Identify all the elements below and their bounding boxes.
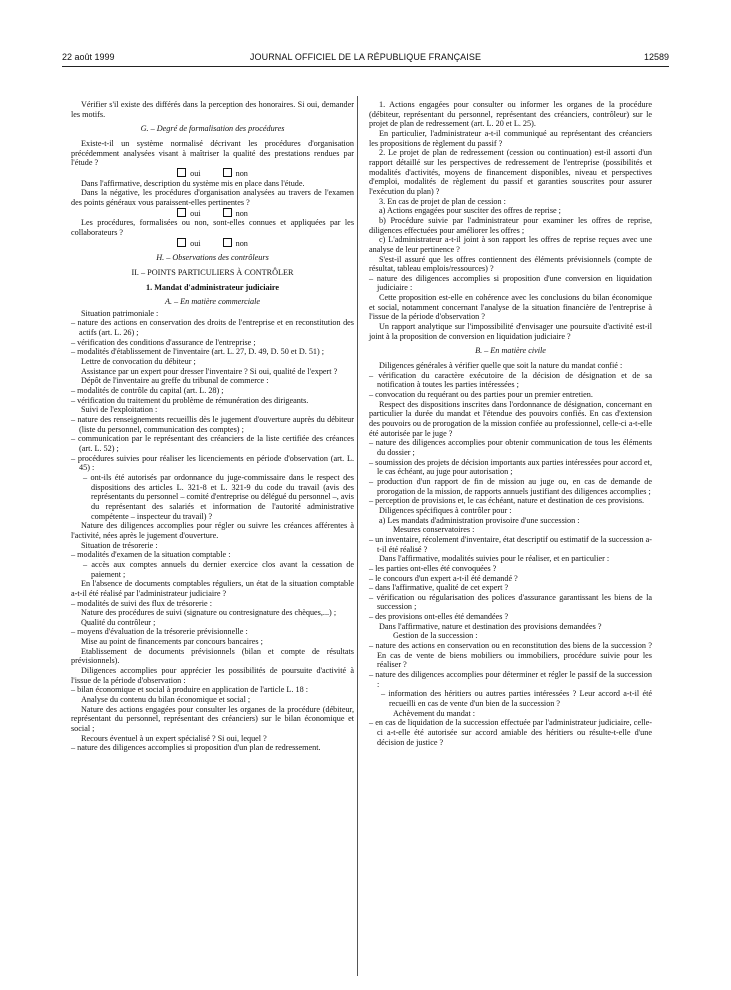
list-item: – information des héritiers ou autres parties intéressées ? Leur accord a-t-il été recueilli en cas de vente d'un bien de la succession ? <box>381 689 652 709</box>
paragraph: b) Procédure suivie par l'administrateur pour examiner les offres de reprise, diligences effectuées pour améliorer les offres ; <box>369 215 652 235</box>
paragraph: Recours éventuel à un expert spécialisé ? Si oui, lequel ? <box>81 733 267 743</box>
paragraph: Diligences générales à vérifier quelle que soit la nature du mandat confié : <box>379 361 623 371</box>
list-item: – nature des diligences accomplies pour obtenir communication de tous les éléments du dossier ; <box>369 438 652 457</box>
list-item: – communication par le représentant des créanciers de la liste certifiée des créances (art. L. 52) ; <box>71 434 354 453</box>
list-item: – nature des diligences accomplies si proposition d'une conversion en liquidation judiciaire : <box>369 273 652 293</box>
page-number: 12589 <box>643 52 669 62</box>
paragraph: a) Actions engagées pour susciter des offres de reprise ; <box>379 206 561 216</box>
paragraph: Situation de trésorerie : <box>81 540 158 550</box>
list-item: – production d'un rapport de fin de mission au juge ou, en cas de demande de prorogation de la mission, de rapports annuels justifiant des diligences accomplies ; <box>369 476 652 496</box>
checkbox-label: oui <box>190 238 201 248</box>
checkbox-label: oui <box>190 168 201 178</box>
list-item: – vérification ou régularisation des polices d'assurance garantissant les biens de la succession ; <box>369 592 652 612</box>
list-item: – nature des actions en conservation ou en reconstitution des biens de la succession ? En cas de vente de biens mobiliers ou immobiliers, procédure suivie pour les réaliser ? <box>369 641 652 670</box>
paragraph: Situation patrimoniale : <box>81 308 159 318</box>
paragraph: Dans l'affirmative, description du système mis en place dans l'étude. <box>81 178 305 188</box>
left-column <box>71 100 354 753</box>
paragraph: En particulier, l'administrateur a-t-il communiqué au représentant des créanciers les propositions de règlement du passif ? <box>369 128 652 148</box>
list-item: – convocation du requérant ou des parties pour un premier entretien. <box>369 390 593 400</box>
paragraph: Gestion de la succession : <box>393 631 478 641</box>
paragraph: Les procédures, formalisées ou non, sont-elles connues et appliquées par les collaborateurs ? <box>71 218 354 237</box>
section-ii-title: II. – POINTS PARTICULIERS À CONTRÔLER <box>131 267 294 277</box>
list-item: – dans l'affirmative, qualité de cet expert ? <box>369 583 509 593</box>
list-item: – moyens d'évaluation de la trésorerie prévisionnelle : <box>71 627 248 637</box>
checkbox-oui <box>177 208 186 217</box>
list-item: – modalités d'établissement de l'inventaire (art. L. 27, D. 49, D. 50 et D. 51) ; <box>71 347 325 357</box>
paragraph: Nature des actions engagées pour consulter les organes de la procédure (débiteur, représentant du personnel, représentant des créanciers) sur le bilan économique et social ; <box>71 704 354 734</box>
paragraph: Diligences accomplies pour apprécier les possibilités de poursuite d'activité à l'issue de la période d'observation : <box>71 666 354 685</box>
paragraph: Cette proposition est-elle en cohérence avec les conclusions du bilan économique et social, notamment concernant l'analyse de la situation financière de l'entreprise à l'issue de la période d'observation ? <box>369 293 652 322</box>
checkbox-label: non <box>235 168 248 178</box>
checkbox-non <box>223 238 232 247</box>
list-item: – bilan économique et social à produire en application de l'article L. 18 : <box>71 685 309 695</box>
paragraph: Dans la négative, les procédures d'organisation analysées au travers de l'examen des points généraux vous paraissent-elles pertinentes ? <box>71 188 354 207</box>
paragraph: c) L'administrateur a-t-il joint à son rapport les offres de reprise reçues avec une analyse de leur pertinence ? <box>369 235 652 254</box>
checkbox-label: oui <box>190 208 201 218</box>
list-item: – nature des diligences accomplies si proposition d'un plan de redressement. <box>71 743 321 753</box>
list-item: – le concours d'un expert a-t-il été demandé ? <box>369 573 518 583</box>
list-item: – accès aux comptes annuels du dernier exercice clos avant la cessation de paiement ; <box>83 559 354 579</box>
list-item: – modalités d'examen de la situation comptable : <box>71 550 231 560</box>
checkbox-row <box>71 238 354 249</box>
list-item: – en cas de liquidation de la succession effectuée par l'administrateur judiciaire, celle-ci a-t-elle été autorisée sur accord amiable des héritiers ou résulte-t-elle d'une décision de justice ? <box>369 718 652 747</box>
paragraph: Achèvement du mandat : <box>393 708 476 718</box>
list-item: – nature des diligences accomplies pour déterminer et régler le passif de la succession : <box>369 670 652 689</box>
subsection-a-title: A. – En matière commerciale <box>164 297 261 307</box>
list-item: – les parties ont-elles été convoquées ? <box>369 563 497 573</box>
list-item: – nature des actions en conservation des droits de l'entreprise et en reconstitution des actifs (art. L. 26) ; <box>71 318 354 338</box>
header-rule <box>62 66 669 67</box>
section-g-title: G. – Degré de formalisation des procédures <box>140 124 285 134</box>
paragraph: Mesures conservatoires : <box>393 525 475 535</box>
list-item: – vérification du traitement du problème de rémunération des dirigeants. <box>71 395 309 405</box>
mandat-title: 1. Mandat d'administrateur judiciaire <box>146 282 279 292</box>
paragraph: Vérifier s'il existe des différés dans la perception des honoraires. Si oui, demander les motifs. <box>71 100 354 119</box>
paragraph: a) Les mandats d'administration provisoire d'une succession : <box>379 515 580 525</box>
paragraph: Lettre de convocation du débiteur ; <box>81 357 196 367</box>
subsection-b-title: B. – En matière civile <box>475 346 546 356</box>
list-item: – des provisions ont-elles été demandées ? <box>369 612 509 622</box>
journal-title: JOURNAL OFFICIEL DE LA RÉPUBLIQUE FRANÇAISE <box>249 52 482 62</box>
paragraph: Nature des procédures de suivi (signature ou contresignature des chèques,...) ; <box>81 608 337 618</box>
column-divider <box>357 96 358 976</box>
list-item: – modalités de contrôle du capital (art. L. 28) ; <box>71 386 224 396</box>
paragraph: 2. Le projet de plan de redressement (cession ou continuation) est-il assorti d'un rapport détaillé sur les perspectives de redressement de l'entreprise (possibilités et modalités d'activités, moyens de financement disponibles, niveau et perspectives d'emploi, modalités de règlement du passif et garanties souscrites pour assurer l'exécution du plan) ? <box>369 148 652 196</box>
list-item: – soumission des projets de décision importants aux parties intéressées pour accord et, le cas échéant, au juge pour autorisation ; <box>369 457 652 477</box>
paragraph: Un rapport analytique sur l'impossibilité d'envisager une poursuite d'activité est-il joint à la proposition de conversion en liquidation judiciaire ? <box>369 322 652 341</box>
checkbox-oui <box>177 168 186 177</box>
paragraph: Dans l'affirmative, nature et destination des provisions demandées ? <box>379 621 602 631</box>
page-header <box>62 52 669 66</box>
checkbox-non <box>223 168 232 177</box>
issue-date: 22 août 1999 <box>62 52 115 62</box>
paragraph: Respect des dispositions inscrites dans l'ordonnance de désignation, concernant en particulier la durée du mandat et l'étendue des pouvoirs confiés. En cas d'extension des pouvoirs ou de prorogation de la mission confiée au professionnel, celle-ci a-t-elle été autorisée par le juge ? <box>369 399 652 438</box>
right-column <box>369 100 652 747</box>
list-item: – nature des renseignements recueillis dès le jugement d'ouverture auprès du débiteur (liste du personnel, communication des comptes) ; <box>71 415 354 434</box>
paragraph: 3. En cas de projet de plan de cession : <box>379 196 506 206</box>
section-h-title: H. – Observations des contrôleurs <box>156 253 269 263</box>
list-item: – vérification du caractère exécutoire de la décision de désignation et de sa notification à toutes les parties intéressées ; <box>369 370 652 390</box>
checkbox-oui <box>177 238 186 247</box>
checkbox-label: non <box>235 238 248 248</box>
paragraph: Existe-t-il un système normalisé décrivant les procédures d'organisation précédemment analysées visant à maîtriser la qualité des prestations rendues par l'étude ? <box>71 138 354 168</box>
checkbox-label: non <box>235 208 248 218</box>
paragraph: Diligences spécifiques à contrôler pour : <box>379 505 512 515</box>
paragraph: Etablissement de documents prévisionnels (bilan et compte de résultats prévisionnels). <box>71 646 354 666</box>
list-item: – vérification des conditions d'assurance de l'entreprise ; <box>71 337 256 347</box>
paragraph: Qualité du contrôleur ; <box>81 617 156 627</box>
list-item: – ont-ils été autorisés par ordonnance du juge-commissaire dans le respect des dispositions des articles L. 321-8 et L. 321-9 du code du travail (avis des représentants du personnel – comité d'entreprise ou délégué du personnel –, avis du représentant des salariés et information de l'autorité administrative compétente – inspecteur du travail) ? <box>83 472 354 521</box>
checkbox-row <box>71 208 354 219</box>
paragraph: Nature des diligences accomplies pour régler ou suivre les créances afférentes à l'activité, nées après le jugement d'ouverture. <box>71 521 354 540</box>
list-item: – procédures suivies pour réaliser les licenciements en période d'observation (art. L. 45) : <box>71 453 354 473</box>
paragraph: Suivi de l'exploitation : <box>81 405 158 415</box>
paragraph: En l'absence de documents comptables réguliers, un état de la situation comptable a-t-il été réalisé par l'administrateur judiciaire ? <box>71 579 354 598</box>
list-item: – modalités de suivi des flux de trésorerie : <box>71 598 212 608</box>
paragraph: Analyse du contenu du bilan économique et social ; <box>81 695 251 705</box>
paragraph: S'est-il assuré que les offres contiennent des éléments prévisionnels (compte de résultat, tableau emplois/ressources) ? <box>369 254 652 274</box>
list-item: – perception de provisions et, le cas échéant, nature et destination de ces provisions. <box>369 496 645 506</box>
paragraph: Dépôt de l'inventaire au greffe du tribunal de commerce : <box>81 376 269 386</box>
paragraph: Mise au point de financements par concours bancaires ; <box>81 637 263 647</box>
paragraph: Dans l'affirmative, modalités suivies pour le réaliser, et en particulier : <box>379 554 610 564</box>
checkbox-non <box>223 208 232 217</box>
paragraph: 1. Actions engagées pour consulter ou informer les organes de la procédure (débiteur, représentant du personnel, représentant des créanciers, contrôleur) sur le projet de plan de redressement (art. L. 20 et L. 25). <box>369 100 652 129</box>
checkbox-row <box>71 168 354 179</box>
paragraph: Assistance par un expert pour dresser l'inventaire ? Si oui, qualité de l'expert ? <box>81 366 338 376</box>
list-item: – un inventaire, récolement d'inventaire, état descriptif ou estimatif de la succession a-t-il été réalisé ? <box>369 534 652 554</box>
